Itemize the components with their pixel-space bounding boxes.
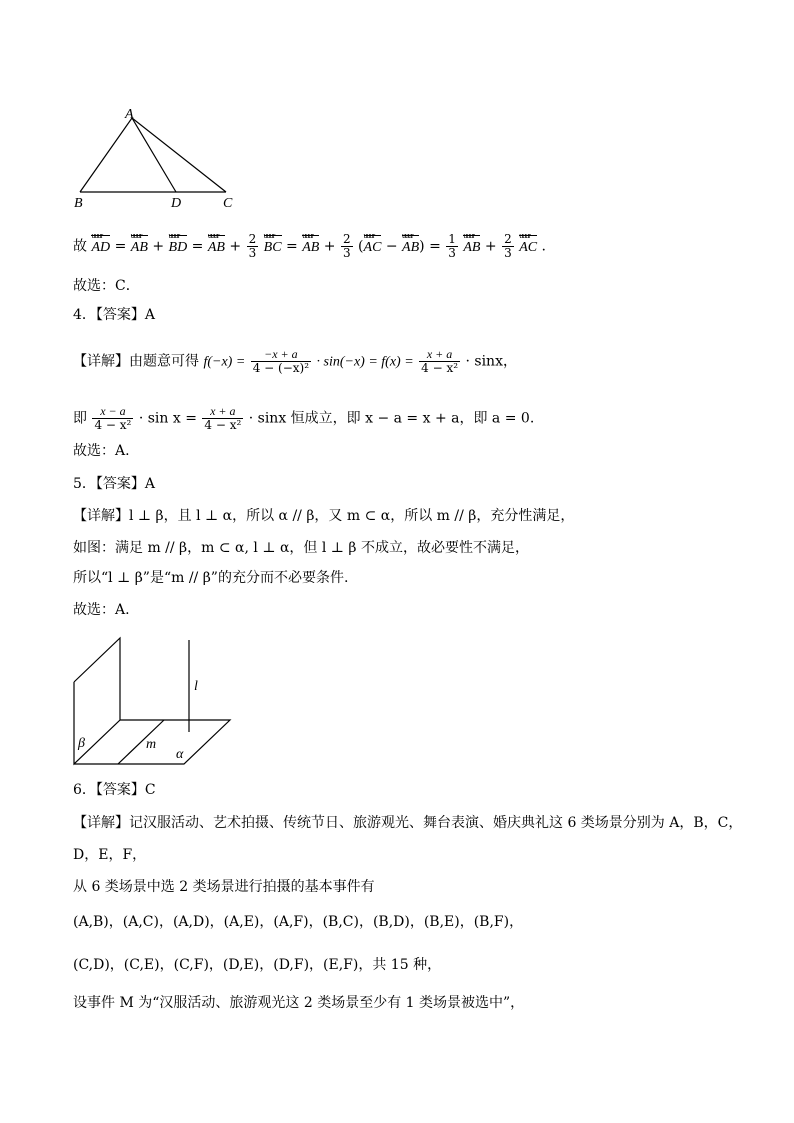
q6-line6: 设事件 M 为“汉服活动、旅游观光这 2 类场景至少有 1 类场景被选中”，: [73, 995, 525, 1011]
label-l: l: [194, 679, 198, 694]
q4-detail-line1: [73, 348, 517, 375]
q4-line2-prefix: 即: [73, 410, 87, 427]
q5-line3: 所以“l ⊥ β”是“m // β”的充分而不必要条件.: [73, 570, 349, 586]
fraction-2-3: $\frac{2}{3}$: [248, 232, 257, 260]
q4-frac1: $\frac{-x + a}{\text{4 − (−x)²}}$: [252, 347, 310, 375]
label-m: m: [146, 737, 157, 752]
planes-figure: [68, 630, 238, 770]
q6-line1: 【详解】记汉服活动、艺术拍摄、传统节日、旅游观光、舞台表演、婚庆典礼这 6 类场景分别为 A，B，C，: [73, 815, 743, 831]
q4-mid1: · sin(−x) = f(x) =: [316, 354, 414, 370]
q4-frac2: $\frac{x + a}{\text{4 − x²}}$: [421, 347, 459, 375]
q4-frac3: $\frac{x - a}{\text{4 − x²}}$: [94, 404, 132, 432]
q5-answer: 5．【答案】A: [73, 476, 156, 492]
q5-line2: 如图：满足 m // β，m ⊂ α, l ⊥ α，但 l ⊥ β 不成立，故必要性不满足，: [73, 540, 529, 556]
q5-choice: 故选：A.: [73, 602, 130, 618]
q6-line3: 从 6 类场景中选 2 类场景进行拍摄的基本事件有: [73, 879, 375, 895]
label-c: C: [223, 196, 233, 211]
q4-tail2: · sinx 恒成立，即 x − a = x + a，即 a = 0.: [248, 410, 535, 427]
triangle-figure: [66, 104, 246, 212]
vector-ac: uuur AC: [364, 238, 382, 258]
label-beta: β: [78, 736, 85, 751]
q6-line4: (A,B)，(A,C)，(A,D)，(A,E)，(A,F)，(B,C)，(B,D)，(B,E)，(B,F)，: [73, 914, 524, 930]
q4-detail-label: 【详解】由题意可得: [73, 353, 199, 370]
q4-frac4: $\frac{x + a}{\text{4 − x²}}$: [204, 404, 242, 432]
vector-ab-5: uuur AB: [463, 238, 480, 258]
fraction-1-3: $\frac{1}{3}$: [448, 232, 456, 260]
vector-ab: uuur AB: [131, 238, 148, 258]
label-d: D: [171, 196, 182, 211]
vector-ac-2: uuur AC: [519, 238, 537, 258]
vector-bc: uuur BC: [264, 238, 282, 258]
q6-line2: D，E，F，: [73, 847, 147, 863]
fraction-2-3c: $\frac{2}{3}$: [504, 232, 512, 260]
q4-lhs: f(−x) =: [203, 354, 246, 370]
q5-line1: 【详解】l ⊥ β，且 l ⊥ α，所以 α // β，又 m ⊂ α，所以 m // β，充分性满足，: [73, 508, 575, 524]
label-b: B: [74, 196, 83, 211]
eq-prefix: 故: [73, 238, 87, 255]
vector-ad: uuur AD: [91, 238, 110, 258]
vector-ab-3: uuur AB: [302, 238, 319, 258]
q4-choice: 故选：A.: [73, 443, 130, 459]
vector-equation: 故 uuur AD = uuur AB + uuur BD = uuur AB + $\frac{2}{3}$ uuur BC = uuur AB + $\frac{2}{3}$ ( uuur AC − uuur AB) = $\frac{1}{3}$ uuur AB + $\frac{2}{3}$ uuur AC .: [73, 230, 546, 260]
q4-mid2: · sin x =: [138, 410, 197, 427]
q6-line5: (C,D)，(C,E)，(C,F)，(D,E)，(D,F)，(E,F)，共 15 种，: [73, 957, 442, 973]
q4-answer: 4．【答案】A: [73, 307, 156, 323]
vector-ab-2: uuur AB: [208, 238, 225, 258]
eq-end: .: [541, 238, 546, 255]
label-alpha: α: [176, 747, 184, 762]
label-a: A: [125, 107, 134, 122]
q6-answer: 6．【答案】C: [73, 782, 156, 798]
q4-detail-line2: [73, 405, 534, 432]
fraction-2-3b: $\frac{2}{3}$: [342, 232, 351, 260]
vector-ab-4: uuur AB: [402, 238, 419, 258]
vector-bd: uuur BD: [169, 238, 188, 258]
q4-tail1: · sinx，: [465, 353, 517, 370]
q3-choice: 故选：C．: [73, 278, 140, 294]
